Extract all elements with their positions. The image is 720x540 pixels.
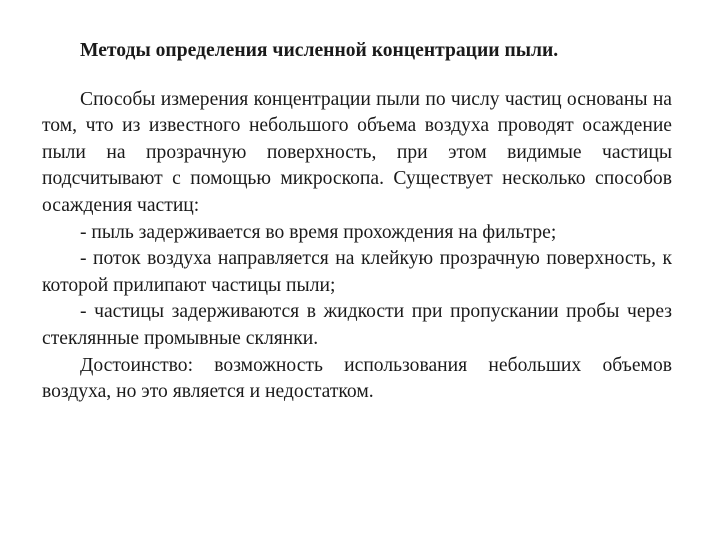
list-item-filter: - пыль задерживается во время прохождения на фильтре;	[80, 221, 557, 243]
paragraph-advantage: Достоинство: возможность использования небольших объемов воздуха, но это является и недостатком.	[42, 354, 672, 403]
list-item-adhesive-surface: - поток воздуха направляется на клейкую прозрачную поверхность, к которой прилипают частицы пыли;	[42, 248, 672, 296]
list-item-liquid-washing: - частицы задерживаются в жидкости при пропускании пробы через стеклянные промывные склянки.	[42, 301, 672, 349]
document-body	[42, 38, 672, 406]
paragraph-method-description: Способы измерения концентрации пыли по числу частиц основаны на том, что из известного небольшого объема воздуха проводят осаждение пыли на прозрачную поверхность, при этом видимые частицы подсчитывают с помощью микроскопа. Существует несколько способов осаждения частиц:	[42, 88, 672, 216]
document-title: Методы определения численной концентрации пыли.	[80, 40, 559, 61]
